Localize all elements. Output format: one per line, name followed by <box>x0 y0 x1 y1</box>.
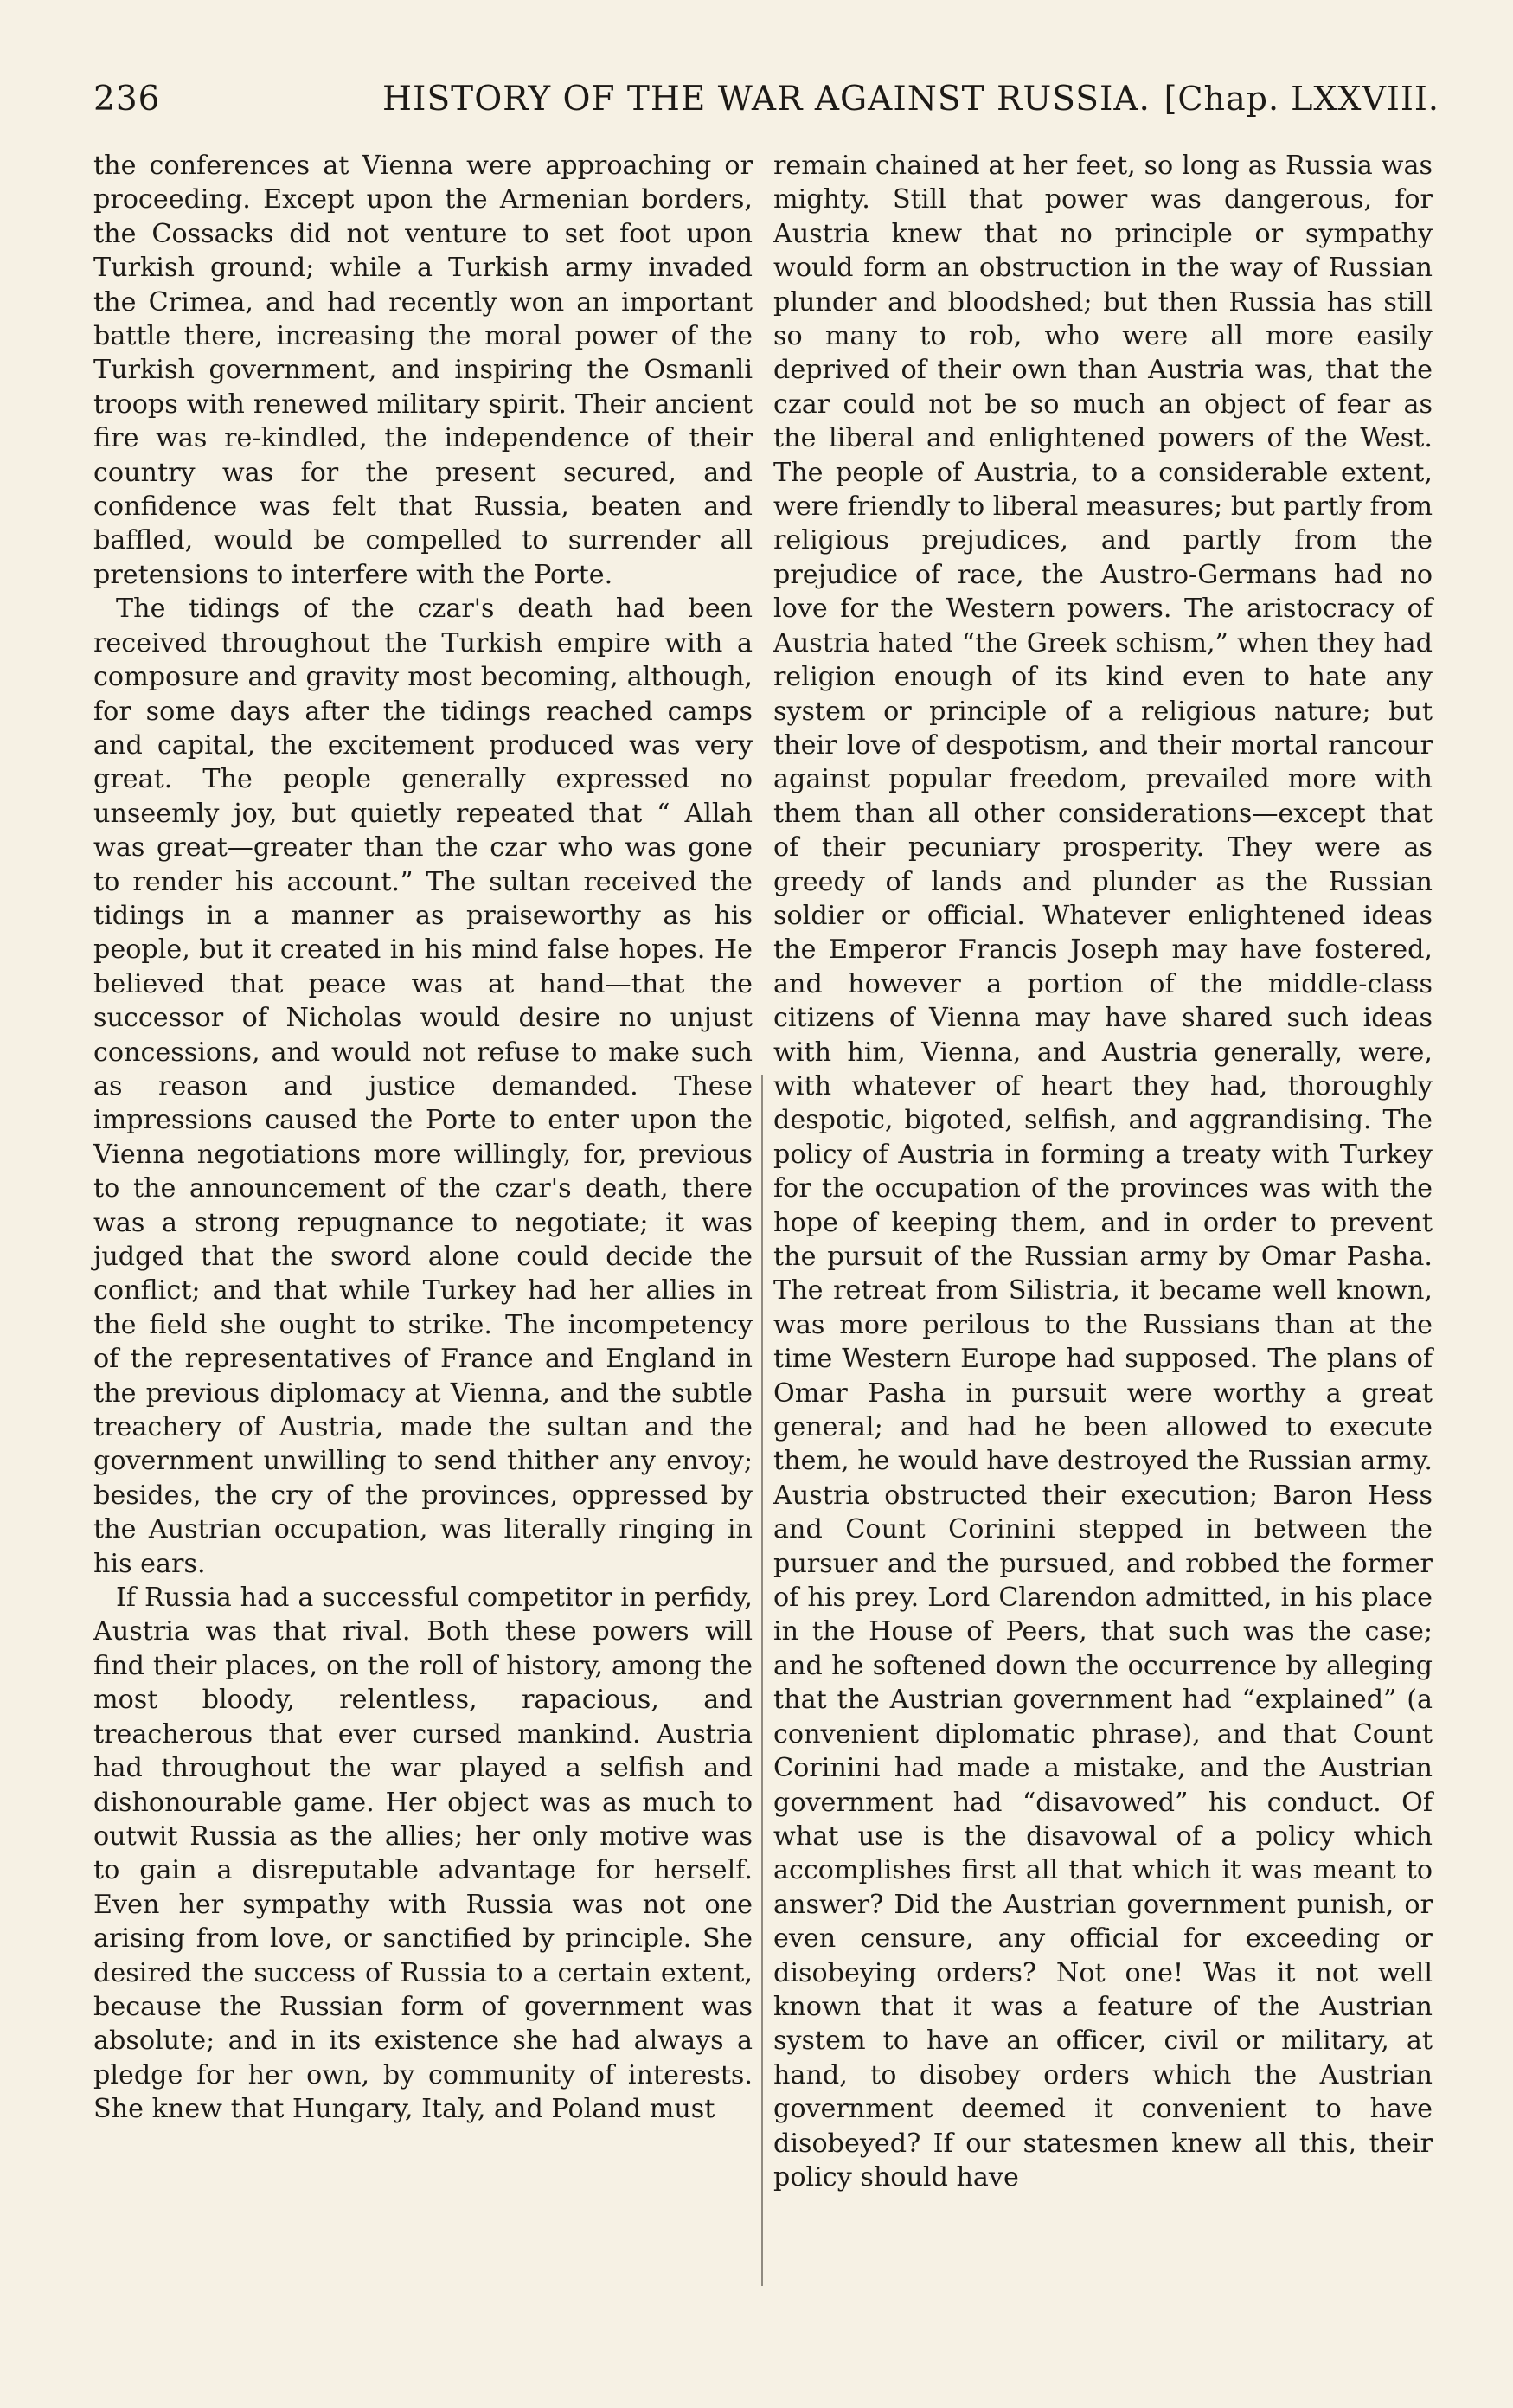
column-divider <box>761 1075 763 2286</box>
chapter-label: [Chap. LXXVIII. <box>1164 80 1439 118</box>
running-header <box>93 80 1439 132</box>
paragraph: the conferences at Vienna were approaching or proceeding. Except upon the Armenian borders, the Cossacks did not venture to set foot upon Turkish ground; while a Turkish army invaded the Crimea, and had recently won an important battle there, increasing the moral power of the Turkish government, and inspiring the Osmanli troops with renewed military spirit. Their ancient fire was re-kindled, the independence of their country was for the present secured, and confidence was felt that Russia, beaten and baffled, would be compelled to surrender all pretensions to interfere with the Porte. <box>93 151 753 590</box>
running-title: HISTORY OF THE WAR AGAINST RUSSIA. <box>382 80 1151 119</box>
right-column <box>773 149 1433 2194</box>
paragraph: The tidings of the czar's death had been received throughout the Turkish empire with a composure and gravity most becoming, although, for some days after the tidings reached camps and capital, the excitement produced was very great. The people generally expressed no unseemly joy, but quietly repeated that “ Allah was great—greater than the czar who was gone to render his account.” The sultan received the tidings in a manner as praiseworthy as his people, but it created in his mind false hopes. He believed that peace was at hand—that the successor of Nicholas would desire no unjust concessions, and would not refuse to make such as reason and justice demanded. These impressions caused the Porte to enter upon the Vienna negotiations more willingly, for, previous to the announcement of the czar's death, there was a strong repugnance to negotiate; it was judged that the sword alone could decide the conflict; and that while Turkey had her allies in the field she ought to strike. The incompetency of the representatives of France and England in the previous diplomacy at Vienna, and the subtle treachery of Austria, made the sultan and the government unwilling to send thither any envoy; besides, the cry of the provinces, oppressed by the Austrian occupation, was literally ringing in his ears. <box>93 594 753 1579</box>
page-number: 236 <box>93 80 161 119</box>
left-column <box>93 149 753 2127</box>
paragraph: remain chained at her feet, so long as Russia was mighty. Still that power was dangerous, for Austria knew that no principle or sympathy would form an obstruction in the way of Russian plunder and bloodshed; but then Russia has still so many to rob, who were all more easily deprived of their own than Austria was, that the czar could not be so much an object of fear as the liberal and enlightened powers of the West. The people of Austria, to a considerable extent, were friendly to liberal measures; but partly from religious prejudices, and partly from the prejudice of race, the Austro-Germans had no love for the Western powers. The aristocracy of Austria hated “the Greek schism,” when they had religion enough of its kind even to hate any system or principle of a religious nature; but their love of despotism, and their mortal rancour against popular freedom, prevailed more with them than all other considerations—except that of their pecuniary prosperity. They were as greedy of lands and plunder as the Russian soldier or official. Whatever enlightened ideas the Emperor Francis Joseph may have fostered, and however a portion of the middle-class citizens of Vienna may have shared such ideas with him, Vienna, and Austria generally, were, with whatever of heart they had, thoroughly despotic, bigoted, selfish, and aggrandising. The policy of Austria in forming a treaty with Turkey for the occupation of the provinces was with the hope of keeping them, and in order to prevent the pursuit of the Russian army by Omar Pasha. The retreat from Silistria, it became well known, was more perilous to the Russians than at the time Western Europe had supposed. The plans of Omar Pasha in pursuit were worthy a great general; and had he been allowed to execute them, he would have destroyed the Russian army. Austria obstructed their execution; Baron Hess and Count Corinini stepped in between the pursuer and the pursued, and robbed the former of his prey. Lord Clarendon admitted, in his place in the House of Peers, that such was the case; and he softened down the occurrence by alleging that the Austrian government had “explained” (a convenient diplomatic phrase), and that Count Corinini had made a mistake, and the Austrian government had “disavowed” his conduct. Of what use is the disavowal of a policy which accomplishes first all that which it was meant to answer? Did the Austrian government punish, or even censure, any official for exceeding or disobeying orders? Not one! Was it not well known that it was a feature of the Austrian system to have an officer, civil or military, at hand, to disobey orders which the Austrian government deemed it convenient to have disobeyed? If our statesmen knew all this, their policy should have <box>773 151 1433 2193</box>
paragraph: If Russia had a successful competitor in perfidy, Austria was that rival. Both these powers will find their places, on the roll of history, among the most bloody, relentless, rapacious, and treacherous that ever cursed mankind. Austria had throughout the war played a selfish and dishonourable game. Her object was as much to outwit Russia as the allies; her only motive was to gain a disreputable advantage for herself. Even her sympathy with Russia was not one arising from love, or sanctified by principle. She desired the success of Russia to a certain extent, because the Russian form of government was absolute; and in its existence she had always a pledge for her own, by community of interests. She knew that Hungary, Italy, and Poland must <box>93 1583 753 2125</box>
